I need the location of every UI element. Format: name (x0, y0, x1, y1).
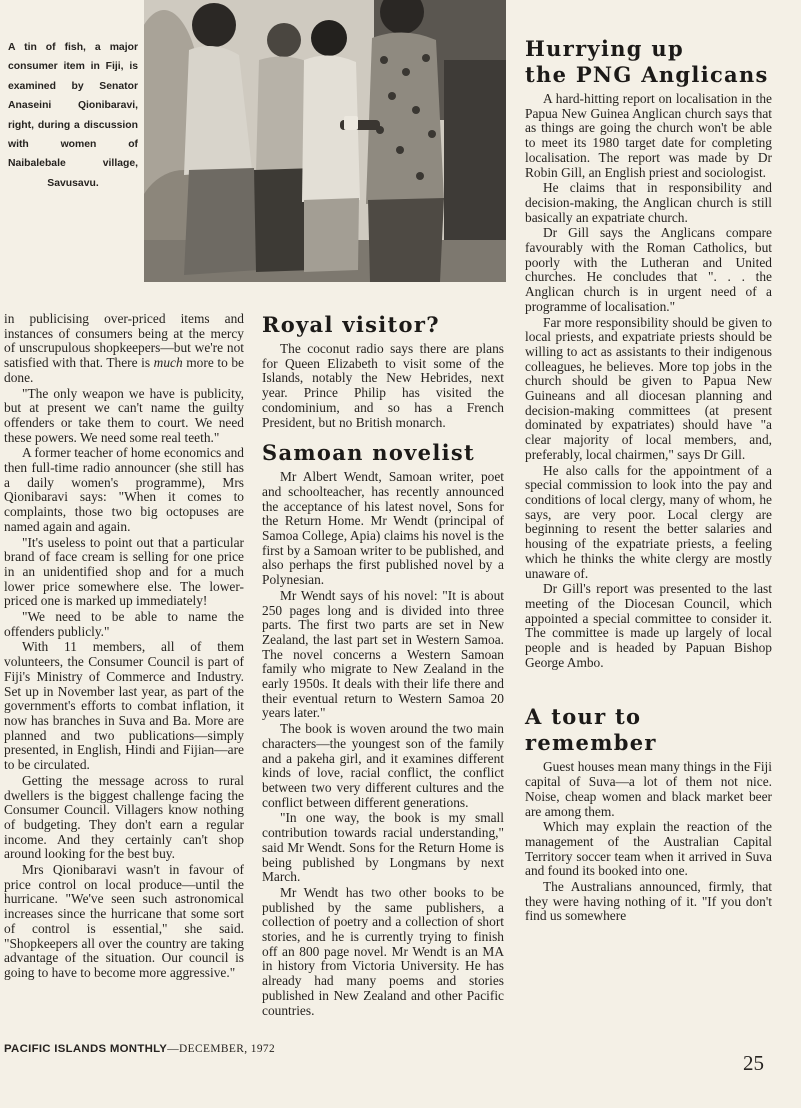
footer-publication-name: PACIFIC ISLANDS MONTHLY (4, 1043, 168, 1055)
photo-caption: A tin of fish, a major consumer item in Fiji, is examined by Senator Anaseini Qionibaravi, right, during a discussion with women of Naibalebale village, Savusavu. (8, 42, 138, 189)
samoan-paragraph-4: "In one way, the book is my small contribution towards racial understanding," said Mr Wendt. Sons for the Return Home is being published by Longmans by next March. (262, 810, 504, 885)
png-paragraph-3: Dr Gill says the Anglicans compare favourably with the Roman Catholics, but poorly with the Lutheran and United churches. He concludes that ". . . the Anglican church is in urgent need of a programme of localisation." (525, 225, 772, 314)
headline-samoan-novelist: Samoan novelist (262, 440, 476, 466)
tour-paragraph-3: The Australians announced, firmly, that they were having nothing of it. "If you don't find us somewhere (525, 879, 772, 924)
samoan-paragraph-5: Mr Wendt has two other books to be published by the same publishers, a collection of poetry and a collection of short stories, and he is currently trying to finish off an 800 page novel. Mr Wendt is an MA in history from Victoria University. He has already had many poems and stories published in New Zealand and other Pacific countries. (262, 884, 504, 1018)
col1-paragraph-7: Getting the message across to rural dwellers is the biggest challenge facing the Consumer Council. Villagers know nothing of budgeting. They don't earn a regular income. And they certainly can't shop around looking for the best buy. (4, 772, 244, 862)
headline-tour-line-2: remember (525, 730, 657, 756)
col1-paragraph-3: A former teacher of home economics and then full-time radio announcer (she still has a daily women's programme), Mrs Qionibaravi says: "When it comes to complaints, those two big octopuses are named again and again. (4, 445, 244, 534)
col1-paragraph-2: "The only weapon we have is publicity, but at present we can't name the guilty offenders or take them to court. We need these powers. We need some real teeth." (4, 385, 244, 445)
photo-illustration (144, 0, 506, 282)
png-paragraph-2: He claims that in responsibility and decision-making, the Anglican church is still basically an expatriate church. (525, 180, 772, 225)
samoan-paragraph-1: Mr Albert Wendt, Samoan writer, poet and schoolteacher, has recently announced the acceptance of his latest novel, Sons for the Return Home. Mr Wendt (principal of Samoa College, Apia) claims his novel is the first by a Samoan writer to be published, and also perhaps the first published novel by a Polynesian. (262, 469, 504, 588)
headline-hurrying-up-png-anglicans (525, 36, 772, 88)
headline-png-line-1: Hurrying up (525, 36, 684, 61)
png-paragraph-1: A hard-hitting report on localisation in the Papua New Guinea Anglican church says that as things are going the church won't be able to meet its 1980 target date for completing localisation. The report was made by Dr Robin Gill, an English priest and sociologist. (525, 91, 772, 180)
png-paragraph-4: Far more responsibility should be given to local priests, and expatriate priests should be willing to act as assistants to their indigenous colleagues, he believes. More top jobs in the church should be given to Papua New Guineans and all diocesan planning and decision-making committees (at present dominated by expatriates) should have "a clear majority of local members, and, preferably, local chairmen," says Dr Gill. (525, 314, 772, 462)
footer-publication-line (4, 1043, 275, 1055)
png-paragraph-6: Dr Gill's report was presented to the last meeting of the Diocesan Council, which appointed a special committee to consider it. The committee is made up largely of local people and is headed by Papuan Bishop George Ambo. (525, 581, 772, 670)
column-2 (262, 312, 504, 1018)
tour-paragraph-2: Which may explain the reaction of the management of the Australian Capital Territory soccer team when it arrived in Suva and found its booked into one. (525, 819, 772, 879)
footer-issue-date: —DECEMBER, 1972 (167, 1043, 276, 1055)
headline-a-tour-to-remember (525, 704, 772, 756)
column-1-consumer-council (4, 312, 244, 981)
emphasis-much: much (153, 355, 183, 371)
col1-paragraph-1: in publicising over-priced items and instances of consumers being at the mercy of unscrupulous shopkeepers—but we're not satisfied with that. There is much more to be done. (4, 311, 244, 385)
tour-paragraph-1: Guest houses mean many things in the Fiji capital of Suva—a lot of them not nice. Noise, cheap women and black market beer are among them. (525, 759, 772, 819)
col1-paragraph-5: "We need to be able to name the offenders publicly." (4, 609, 244, 639)
col1-paragraph-4: "It's useless to point out that a particular brand of face cream is selling for one price in an unidentified shop and for a much lower price somewhere else. The lower-priced one is marked up immediately! (4, 534, 244, 609)
headline-png-line-2: the PNG Anglicans (525, 62, 769, 87)
royal-paragraph-1: The coconut radio says there are plans for Queen Elizabeth to visit some of the Islands, notably the New Hebrides, next year. Prince Philip has visited the condominium, and so has a French President, but no British monarch. (262, 341, 504, 430)
col1-paragraph-6: With 11 members, all of them volunteers, the Consumer Council is part of Fiji's Ministry of Commerce and Industry. Set up in November last year, as part of the government's efforts to combat inflation, it now has branches in Suva and Ba. More are planned and two publications—simply presented, in English, Hindi and Fijian—are to be circulated. (4, 639, 244, 773)
col1-paragraph-8: Mrs Qionibaravi wasn't in favour of price control on local produce—until the hurricane. "We've seen such astronomical increases since the hurricane that some sort of control is essential," she said. "Shopkeepers all over the country are taking advantage of the situation. Our council is going to have to become more aggressive." (4, 862, 244, 980)
samoan-paragraph-2: Mr Wendt says of his novel: "It is about 250 pages long and is divided into three parts. The first two parts are set in New Zealand, the last part set in Western Samoa. The novel concerns a Western Samoan family who migrate to New Zealand in the early 1950s. It deals with their life there and their eventual return to Western Samoa 20 years later." (262, 587, 504, 721)
png-paragraph-5: He also calls for the appointment of a special commission to look into the pay and conditions of local clergy, many of whom, he says, are very poor. Local clergy are beginning to resent the better salaries and housing of the expatriate priests, a feeling which he thinks the white clergy are mostly unaware of. (525, 462, 772, 581)
samoan-paragraph-3: The book is woven around the two main characters—the youngest son of the family and a pakeha girl, and it examines different kinds of love, racial conflict, the conflict between two very different cultures and the conflict between different generations. (262, 721, 504, 810)
photo-women-with-senator (144, 0, 506, 282)
headline-royal-visitor: Royal visitor? (262, 312, 440, 337)
headline-tour-line-1: A tour to (525, 704, 642, 730)
column-3 (525, 36, 772, 924)
page-number: 25 (743, 1051, 764, 1075)
